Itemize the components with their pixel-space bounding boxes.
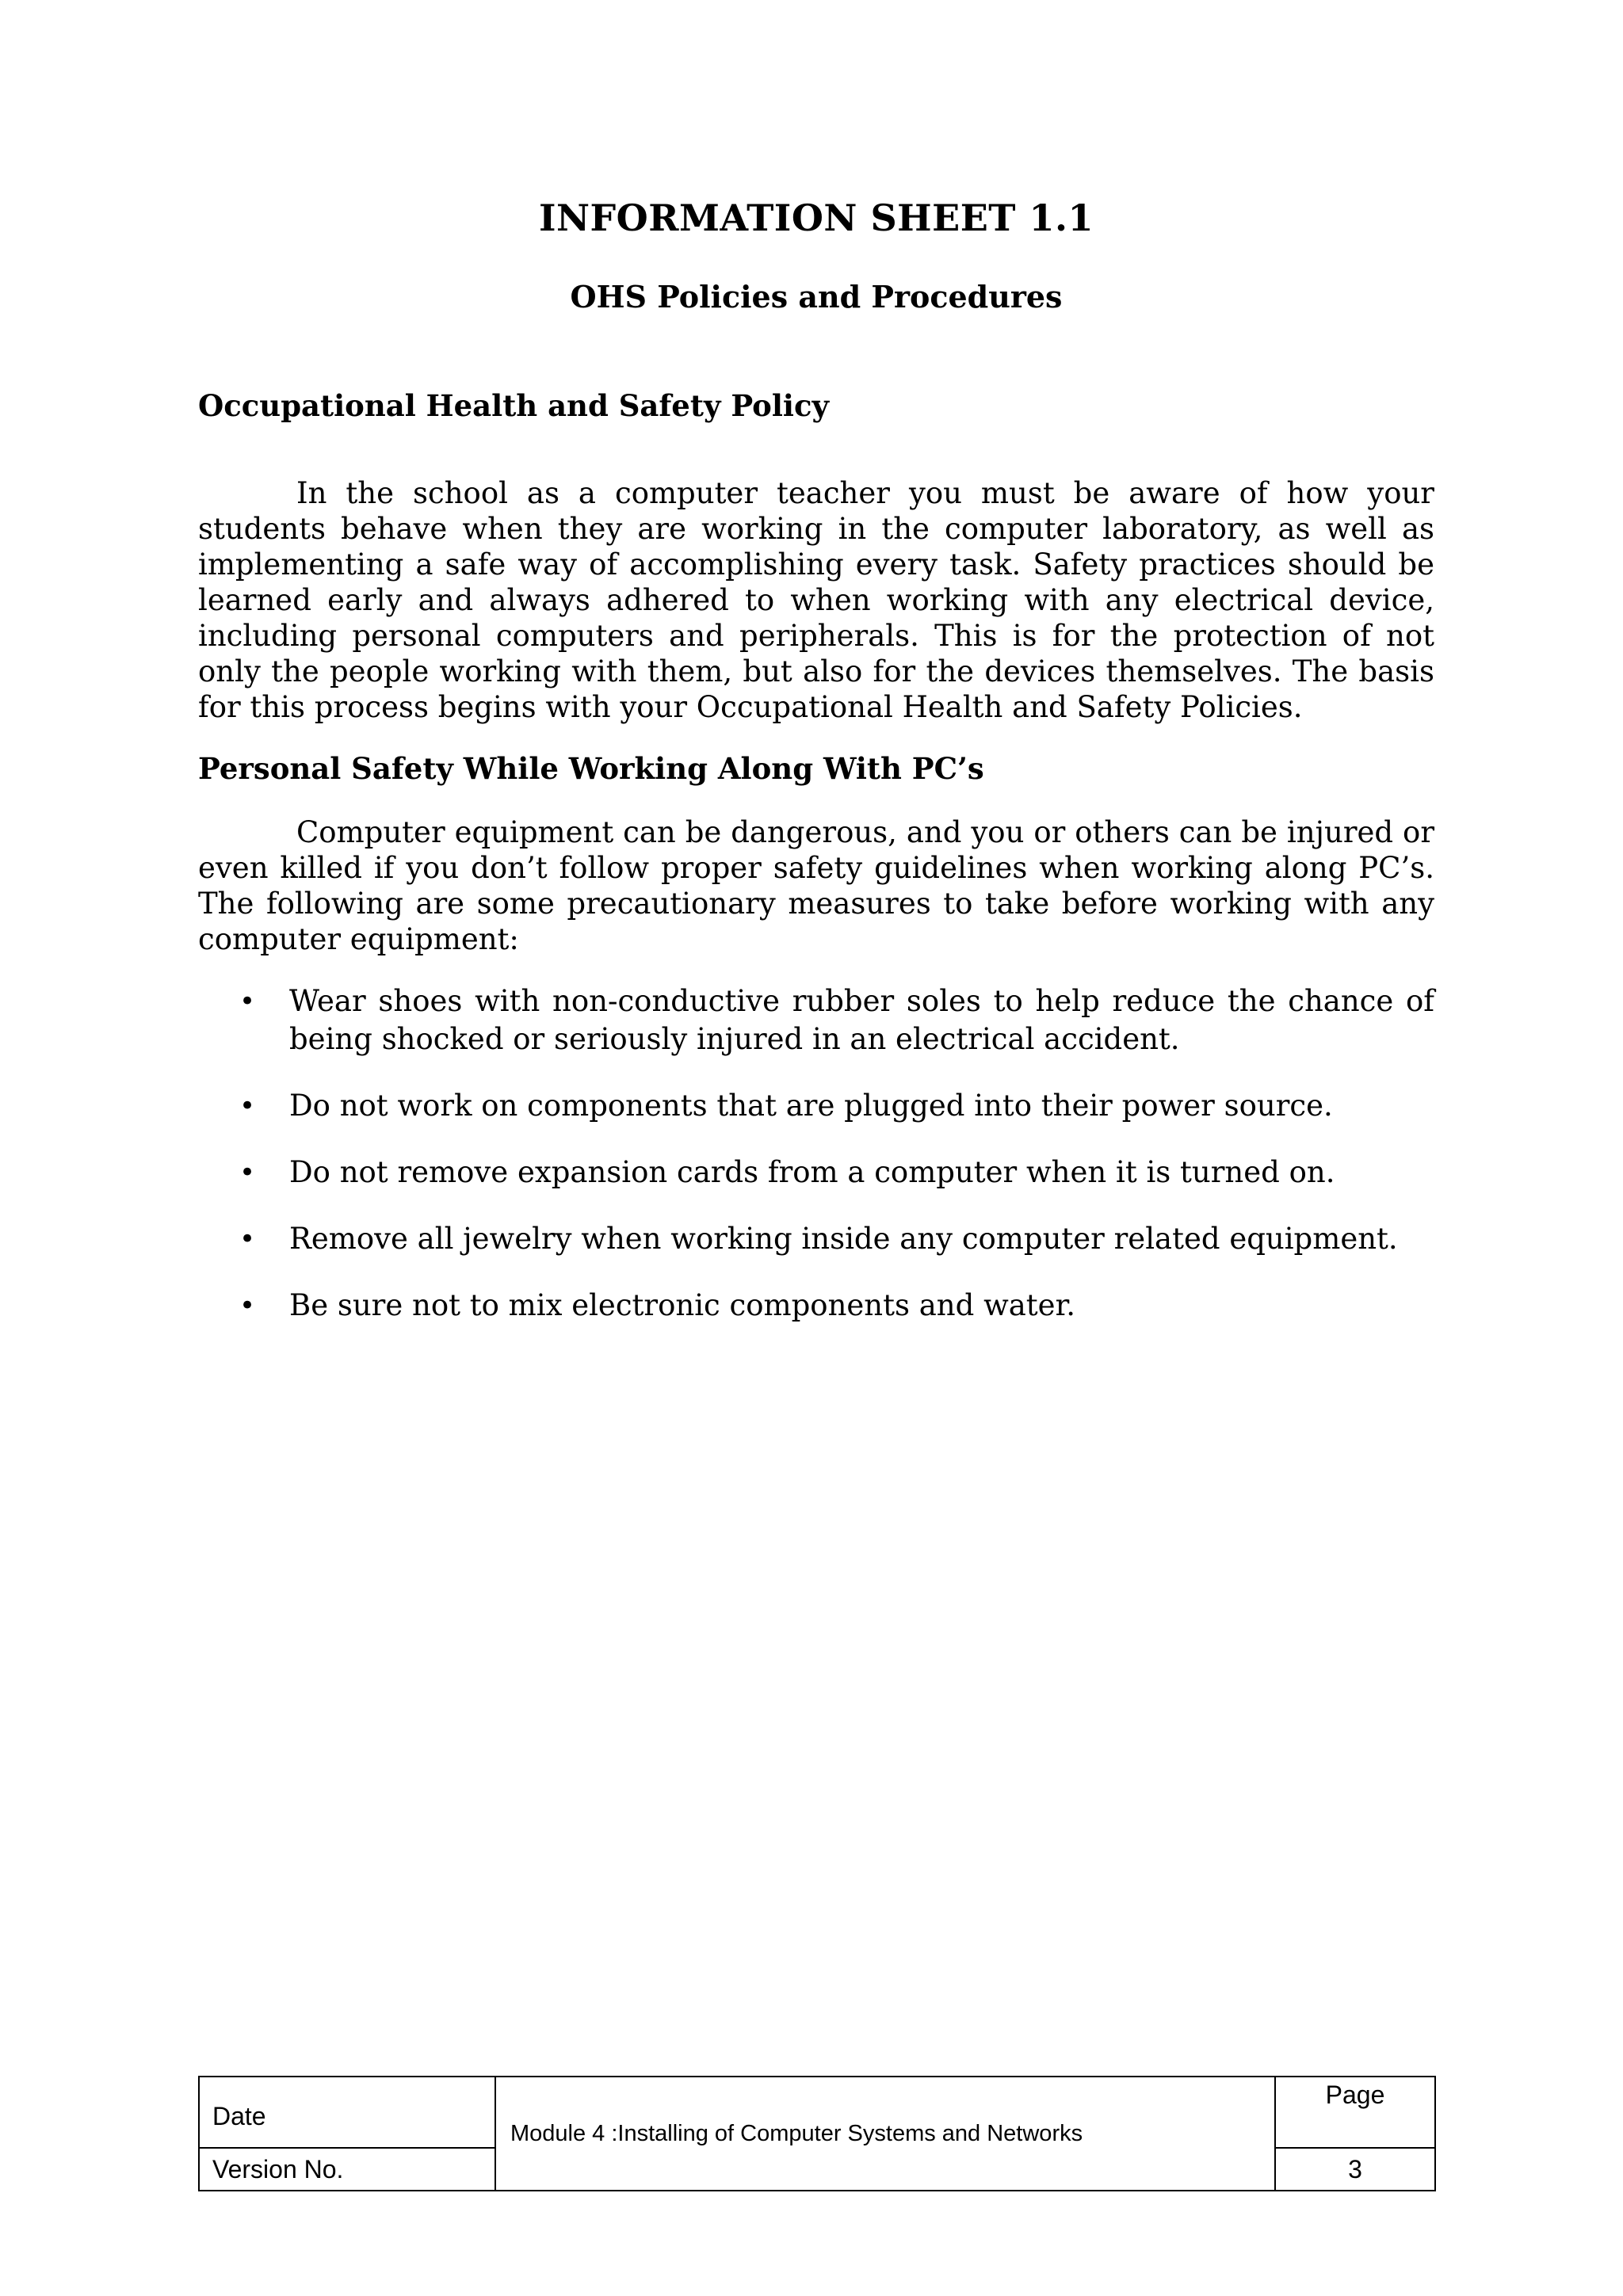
footer-page-label: Page	[1275, 2077, 1435, 2148]
footer-version-label: Version No.	[199, 2148, 495, 2191]
list-item	[198, 1087, 1434, 1125]
list-item	[198, 982, 1434, 1058]
list-item	[198, 1154, 1434, 1192]
section-heading-personal-safety: Personal Safety While Working Along With PC’s	[198, 751, 984, 786]
page-subtitle: OHS Policies and Procedures	[570, 279, 1063, 315]
page-title: INFORMATION SHEET 1.1	[538, 196, 1094, 239]
list-item	[198, 1220, 1434, 1258]
bullet-icon: •	[239, 1290, 256, 1322]
list-item-text: Do not work on components that are plugged into their power source.	[289, 1089, 1333, 1123]
safety-bullet-list	[198, 982, 1434, 1353]
section-heading-ohs-policy: Occupational Health and Safety Policy	[198, 388, 829, 423]
list-item-text: Do not remove expansion cards from a computer when it is turned on.	[289, 1155, 1335, 1189]
section-paragraph-personal-safety: Computer equipment can be dangerous, and you or others can be injured or even killed if you don’t follow proper safety guidelines when working along PC’s. The following are some precautionary measures to take before working with any computer equipment:	[198, 815, 1434, 956]
list-item-text: Be sure not to mix electronic components and water.	[289, 1288, 1075, 1322]
bullet-icon: •	[239, 1090, 256, 1122]
list-item	[198, 1287, 1434, 1325]
bullet-icon: •	[239, 986, 256, 1017]
footer-date-label: Date	[199, 2077, 495, 2148]
bullet-icon: •	[239, 1223, 256, 1255]
section-paragraph-ohs-policy: In the school as a computer teacher you must be aware of how your students behave when they are working in the computer laboratory, as well as implementing a safe way of accomplishing every task. Safety practices should be learned early and always adhered to when working with any electrical device, including personal computers and peripherals. This is for the protection of not only the people working with them, but also for the devices themselves. The basis for this process begins with your Occupational Health and Safety Policies.	[198, 476, 1434, 724]
bullet-icon: •	[239, 1157, 256, 1188]
footer-table	[198, 2076, 1436, 2191]
list-item-text: Wear shoes with non-conductive rubber soles to help reduce the chance of being shocked or seriously injured in an electrical accident.	[289, 984, 1434, 1056]
footer-module-title: Module 4 :Installing of Computer Systems and Networks	[495, 2077, 1275, 2191]
list-item-text: Remove all jewelry when working inside any computer related equipment.	[289, 1222, 1398, 1256]
footer-page-number: 3	[1275, 2148, 1435, 2191]
